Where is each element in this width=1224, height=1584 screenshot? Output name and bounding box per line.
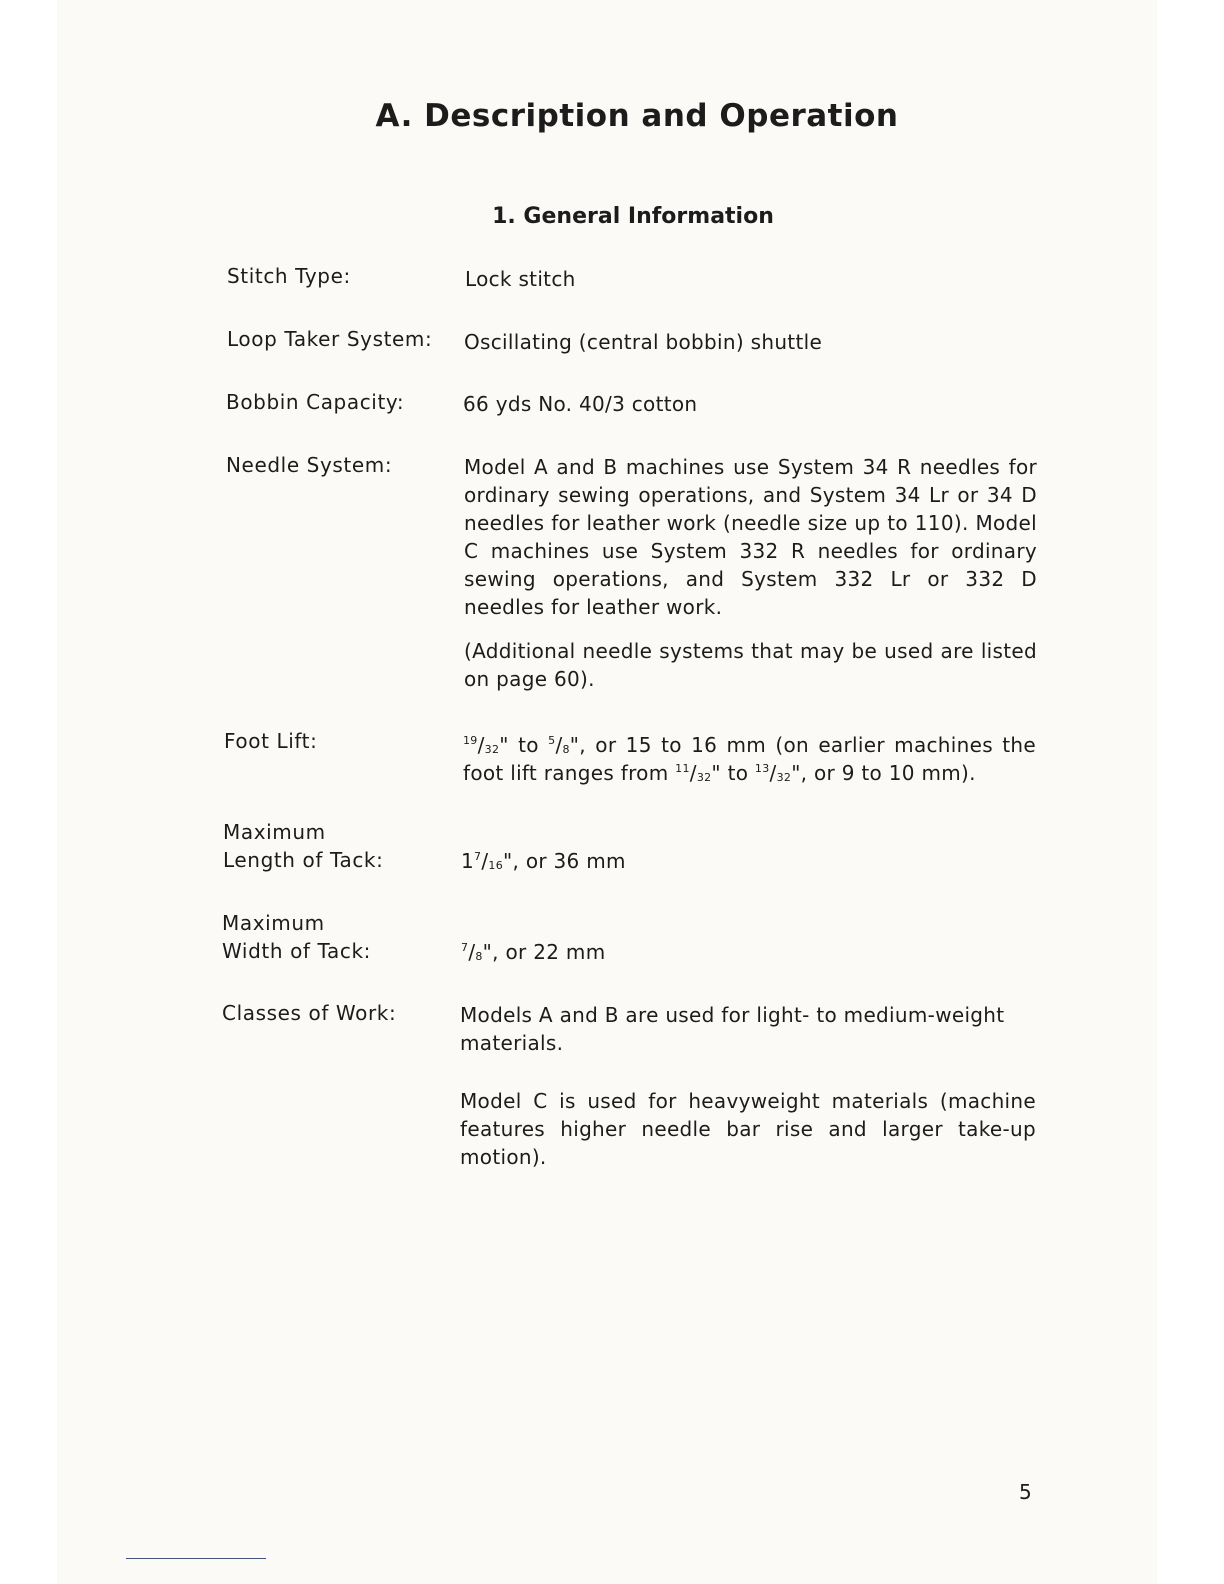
foot-lift-frac2-den: 8 (562, 743, 570, 756)
bobbin-capacity-value: 66 yds No. 40/3 cotton (463, 392, 698, 416)
page-title: A. Description and Operation (375, 98, 899, 134)
max-length-tack-label-line2: Length of Tack: (223, 848, 384, 872)
foot-lift-frac3-num: 11 (675, 762, 690, 775)
max-width-tack-value: $^7/_8$", or 22 mm (461, 940, 606, 964)
max-length-tack-text: ", or 36 mm (503, 849, 626, 873)
foot-lift-frac1-num: 19 (463, 734, 478, 747)
max-width-tack-frac-den: 8 (475, 950, 483, 963)
max-width-tack-frac-num: 7 (461, 941, 469, 954)
scan-underline (126, 1558, 266, 1559)
foot-lift-text2: ", or 15 to 16 mm (on earlier machines the foot lift ranges from (463, 733, 1036, 785)
max-length-tack-label-line1: Maximum (223, 820, 326, 844)
foot-lift-text1: " to (499, 733, 549, 757)
foot-lift-frac4-den: 32 (776, 771, 792, 784)
needle-system-value (464, 453, 1037, 693)
classes-of-work-value (460, 1001, 1036, 1171)
max-length-tack-label (223, 818, 383, 874)
bobbin-capacity-label: Bobbin Capacity: (226, 390, 405, 414)
needle-system-label: Needle System: (226, 453, 393, 477)
needle-system-text: Model A and B machines use System 34 R needles for ordinary sewing operations, and System 34 Lr or 34 D needles for leather work (needle size up to 110). Model C machines use System 332 R needles for ordinary sewing operations, and System 332 Lr or 332 D needles for leather work. (464, 455, 1037, 619)
stitch-type-label: Stitch Type: (227, 264, 351, 288)
max-length-tack-whole: 1 (461, 849, 475, 873)
page-number: 5 (1019, 1480, 1032, 1504)
classes-of-work-text1: Models A and B are used for light- to medium-weight materials. (460, 1003, 1005, 1055)
loop-taker-value: Oscillating (central bobbin) shuttle (464, 330, 823, 354)
foot-lift-frac2-num: 5 (548, 734, 556, 747)
max-width-tack-label-line1: Maximum (222, 911, 325, 935)
foot-lift-frac1-den: 32 (484, 743, 500, 756)
max-length-tack-frac-den: 16 (488, 859, 503, 872)
foot-lift-value: $^{19}/_{32}$" to $^5/_8$", or 15 to 16 mm (on earlier machines the foot lift ranges from $^{11}/_{32}$" to $^{13}/_{32}$", or 9 to 10 mm). (463, 733, 1036, 785)
max-length-tack-frac-num: 7 (474, 850, 482, 863)
foot-lift-frac3-den: 32 (696, 771, 712, 784)
classes-of-work-label: Classes of Work: (222, 1001, 397, 1025)
max-length-tack-value: $1^7/_{16}$", or 36 mm (461, 849, 626, 873)
needle-system-note: (Additional needle systems that may be used are listed on page 60). (464, 639, 1037, 691)
max-width-tack-text: ", or 22 mm (482, 940, 606, 964)
page-sheet (57, 0, 1157, 1584)
foot-lift-text3: " to (711, 761, 755, 785)
foot-lift-frac4-num: 13 (754, 762, 770, 775)
foot-lift-text4: ", or 9 to 10 mm). (791, 761, 976, 785)
max-width-tack-label (222, 909, 371, 965)
max-width-tack-label-line2: Width of Tack: (222, 939, 371, 963)
section-title: 1. General Information (492, 204, 774, 229)
loop-taker-label: Loop Taker System: (227, 327, 433, 351)
classes-of-work-text2: Model C is used for heavyweight materials (machine features higher needle bar rise and larger take-up motion). (460, 1089, 1036, 1169)
stitch-type-value: Lock stitch (465, 267, 576, 291)
foot-lift-label: Foot Lift: (224, 729, 318, 753)
